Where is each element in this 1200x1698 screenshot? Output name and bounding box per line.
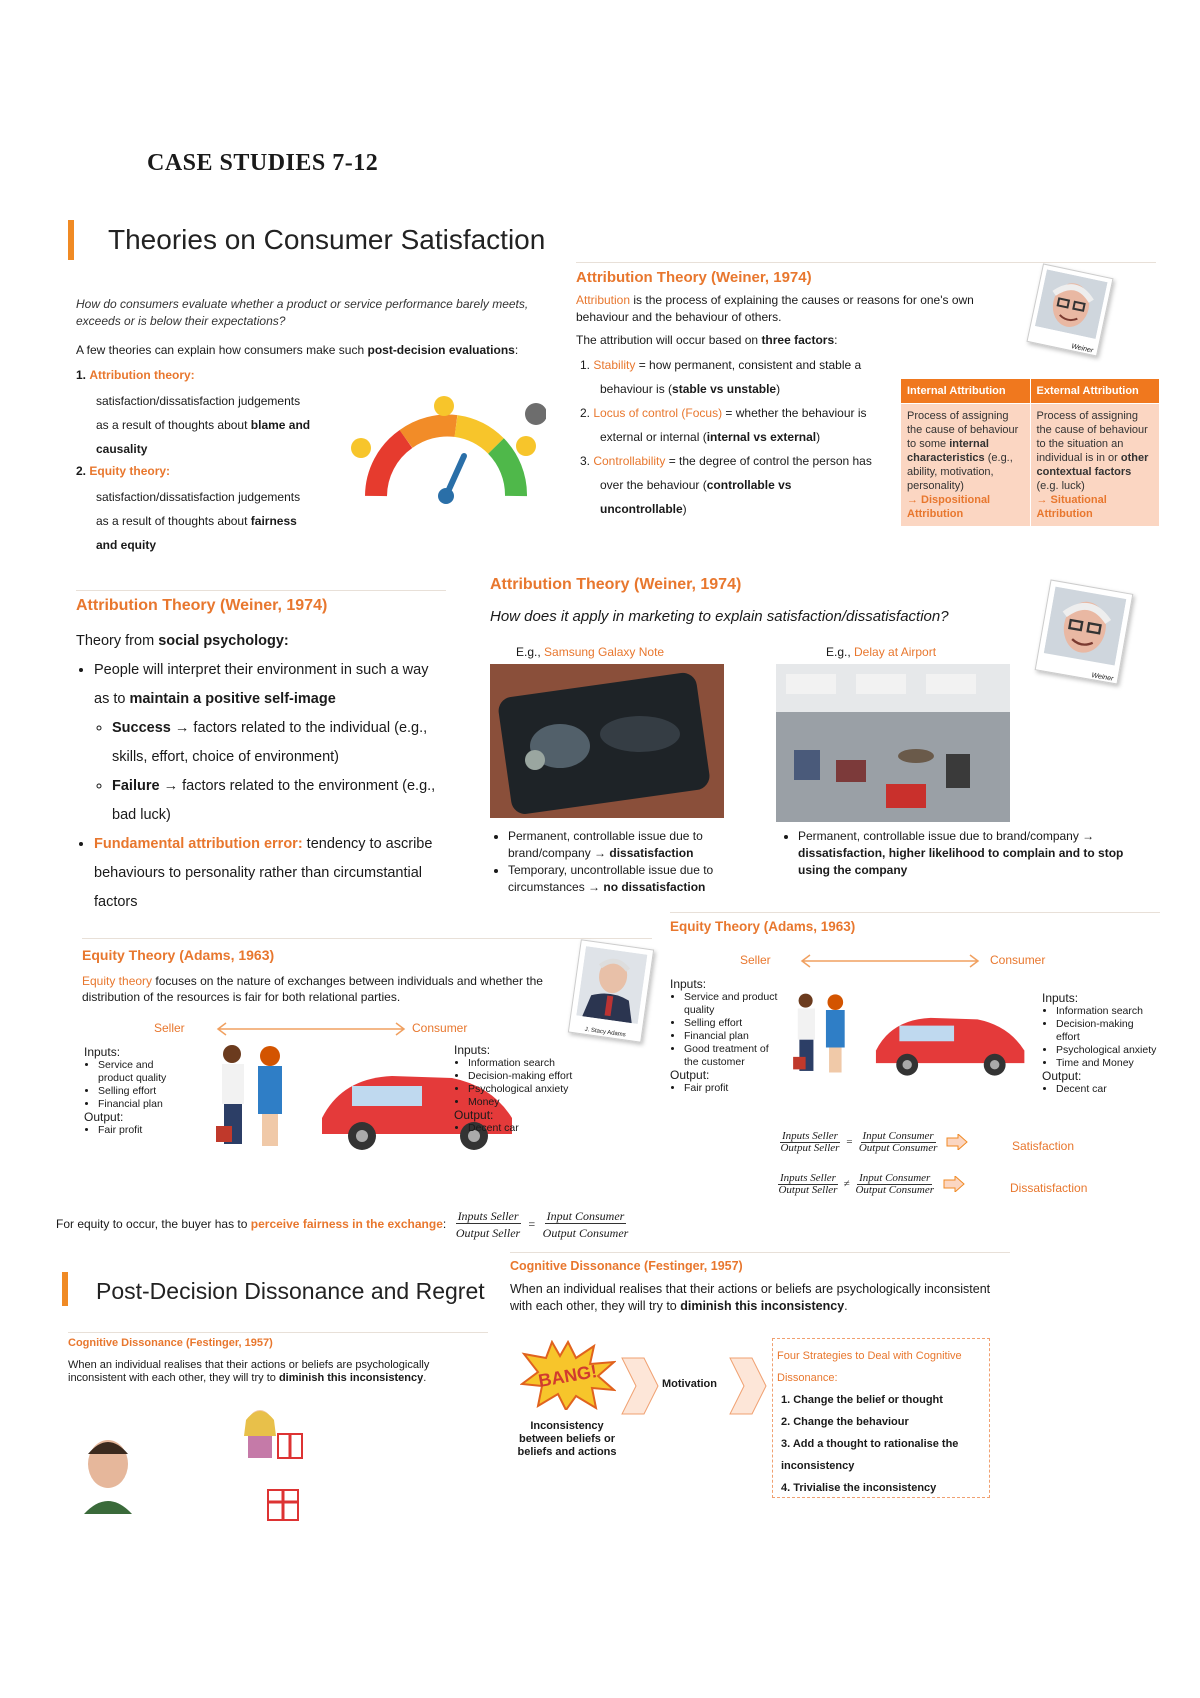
attribution-factors-intro: The attribution will occur based on three factors:	[576, 333, 838, 347]
bang-text: BANG!	[536, 1361, 599, 1392]
attribution-definition: Attribution is the process of explaining the causes or reasons for one's own behaviour and the behaviour of others.	[576, 293, 974, 324]
theory-item-1: 1. Attribution theory: satisfaction/dissatisfaction judgements as a result of thoughts about blame and causality	[76, 368, 311, 456]
slide-attribution-psychology	[76, 590, 446, 920]
section-bar	[68, 220, 74, 260]
slide-title: Equity Theory (Adams, 1963)	[670, 919, 856, 934]
table-cell-external: Process of assigning the cause of behaviour to the situation an individual is in or other contextual factors (e.g. luck) → Situational Attribution	[1030, 404, 1160, 527]
satisfaction-gauge-illustration	[346, 396, 546, 516]
exchange-arrow	[800, 954, 980, 968]
flow-arrow	[728, 1356, 768, 1416]
motivation-label: Motivation	[662, 1378, 717, 1390]
samsung-bullets: • Permanent, controllable issue due to brand/company → dissatisfaction • Temporary, uncontrollable issue due to circumstances → no dissatisfaction	[490, 828, 778, 896]
characters-gift-illustration	[78, 1404, 378, 1524]
strategy-item: 1. Change the belief or thought	[781, 1394, 943, 1406]
list-item: • Psychological anxiety	[1056, 1044, 1160, 1057]
exchange-arrow	[216, 1022, 406, 1036]
table-header-internal: Internal Attribution	[901, 379, 1031, 404]
airport-delay-image	[776, 664, 1010, 822]
flow-arrow	[620, 1356, 660, 1416]
section-bar	[62, 1272, 68, 1306]
list-item: • Service and product quality	[98, 1059, 184, 1085]
photo-caption: Weiner	[1090, 672, 1114, 683]
consumer-inputs-outputs: Inputs: • Information search • Decision-making effort • Psychological anxiety • Money Output: • Decent car	[454, 1044, 574, 1135]
seller-label: Seller	[154, 1021, 185, 1035]
strategy-item: 3. Add a thought to rationalise the inconsistency	[781, 1438, 959, 1472]
section-title-dissonance: Post-Decision Dissonance and Regret	[96, 1278, 485, 1304]
list-item: • Money	[468, 1096, 574, 1109]
slide-title: Cognitive Dissonance (Festinger, 1957)	[68, 1337, 273, 1349]
adams-photo	[568, 939, 654, 1042]
result-satisfaction: Satisfaction	[1012, 1139, 1075, 1153]
strategy-item: 2. Change the behaviour	[781, 1416, 909, 1428]
photo-caption: Weiner	[1070, 343, 1094, 355]
table-header-external: External Attribution	[1030, 379, 1160, 404]
strategies-title: Four Strategies to Deal with Cognitive Dissonance:	[777, 1350, 962, 1384]
attribution-factor-list: 1. Stability = how permanent, consistent and stable a behaviour is (stable vs unstable) 2. Locus of control (Focus) = whether the behaviour is external or internal (internal vs external) 3. Controllability = the degree of control the person has over the behaviour (controllable vs uncontrollable)	[580, 358, 872, 516]
consumer-inputs-outputs: Inputs: • Information search • Decision-making effort • Psychological anxiety • Time and Money Output: • Decent car	[1042, 992, 1160, 1096]
section-title-satisfaction: Theories on Consumer Satisfaction	[108, 224, 546, 255]
list-item: • Psychological anxiety	[468, 1083, 574, 1096]
slide-cognitive-dissonance-left	[68, 1332, 488, 1532]
result-dissatisfaction: Dissatisfaction	[1010, 1181, 1088, 1195]
slide-title: Equity Theory (Adams, 1963)	[82, 947, 275, 963]
list-item: • Fair profit	[98, 1124, 184, 1137]
slide-title: Cognitive Dissonance (Festinger, 1957)	[510, 1259, 743, 1273]
slide-title: Attribution Theory (Weiner, 1974)	[76, 597, 328, 614]
slide-title: Attribution Theory (Weiner, 1974)	[490, 576, 742, 593]
list-item: • Financial plan	[684, 1030, 780, 1043]
example-airport-label: E.g., Delay at Airport	[826, 645, 937, 659]
seller-inputs-outputs: Inputs: • Service and product quality • Selling effort • Financial plan Output: • Fair profit	[84, 1046, 184, 1137]
airport-bullets: • Permanent, controllable issue due to brand/company → dissatisfaction, higher likelihood to complain and to stop using the company	[780, 828, 1152, 879]
equity-equation-satisfaction: $\frac{\text{Inputs Seller}}{\text{Output Seller}} = \frac{\text{Input Consumer}}{\text{Output Consumer}}$	[780, 1130, 968, 1154]
slide-attribution-marketing	[490, 576, 1150, 896]
list-item: • Decent car	[1056, 1083, 1160, 1096]
list-item: • Information search	[1056, 1005, 1160, 1018]
list-item: • Selling effort	[684, 1017, 780, 1030]
photo-caption: J. Stacy Adams	[584, 1026, 627, 1039]
list-item: • Decision-making effort	[1056, 1018, 1160, 1044]
list-item: • Fair profit	[684, 1082, 780, 1095]
marketing-question: How does it apply in marketing to explain satisfaction/dissatisfaction?	[490, 608, 949, 625]
theory-item-2: 2. Equity theory: satisfaction/dissatisfaction judgements as a result of thoughts about fairness and equity	[76, 464, 301, 552]
list-item: • Service and product quality	[684, 991, 780, 1017]
burnt-phone-image	[490, 664, 724, 818]
list-item: • Good treatment of the customer	[684, 1043, 780, 1069]
list-item: • Decision-making effort	[468, 1070, 574, 1083]
psychology-intro: Theory from social psychology:	[76, 633, 289, 649]
satisfaction-question: How do consumers evaluate whether a product or service performance barely meets, exceeds or is below their expectations?	[76, 297, 529, 328]
consumer-label: Consumer	[412, 1021, 468, 1035]
slide-satisfaction-overview	[76, 296, 576, 556]
list-item: • Selling effort	[98, 1085, 184, 1098]
strategies-box	[772, 1338, 990, 1498]
bang-burst-icon	[520, 1340, 616, 1410]
inconsistency-label: Inconsistency between beliefs or beliefs and actions	[517, 1420, 617, 1458]
psychology-bullets: • People will interpret their environment in such a way as to maintain a positive self-image ◦ Success → factors related to the individual (e.g., skills, effort, choice of environment) ◦ Failure → factors related to the environment (e.g., bad luck) • Fundamental attribution error: tendency to ascribe behaviours to personality rather than circumstantial factors	[76, 656, 436, 917]
list-item: • Information search	[468, 1057, 574, 1070]
consumer-label: Consumer	[990, 953, 1046, 967]
dissonance-definition: When an individual realises that their actions or beliefs are psychologically inconsistent with each other, they will try to diminish this inconsistency.	[510, 1282, 991, 1313]
list-item: • Decent car	[468, 1122, 574, 1135]
attribution-table	[900, 378, 1160, 527]
list-item: • Financial plan	[98, 1098, 184, 1111]
example-samsung-label: E.g., Samsung Galaxy Note	[516, 645, 665, 659]
table-cell-internal: Process of assigning the cause of behaviour to some internal characteristics (e.g., ability, motivation, personality) → Dispositional Attribution	[901, 404, 1031, 527]
dissonance-definition: When an individual realises that their actions or beliefs are psychologically inconsistent with each other, they will try to diminish this inconsistency.	[68, 1359, 430, 1384]
satisfaction-intro: A few theories can explain how consumers make such post-decision evaluations:	[76, 343, 519, 357]
equity-definition: Equity theory focuses on the nature of exchanges between individuals and whether the distribution of the resources is fair for both relational parties.	[82, 974, 543, 1004]
slide-equity-left	[82, 938, 682, 1168]
page-title: CASE STUDIES 7-12	[147, 150, 379, 176]
slide-attribution-definition	[576, 262, 1156, 542]
list-item: • Time and Money	[1056, 1057, 1160, 1070]
slide-equity-right	[670, 912, 1160, 1222]
car-sale-illustration	[790, 980, 1040, 1090]
slide-title: Attribution Theory (Weiner, 1974)	[576, 269, 812, 286]
slide-cognitive-dissonance-right	[510, 1252, 1150, 1522]
fairness-statement: For equity to occur, the buyer has to perceive fairness in the exchange: $\frac{\text{Inputs Seller}}{\text{Output Seller}} = \frac{\text{Input Consumer}}{\text{Output Consumer}}$	[56, 1209, 629, 1240]
strategy-item: 4. Trivialise the inconsistency	[781, 1482, 937, 1494]
equity-equation-dissatisfaction: $\frac{\text{Inputs Seller}}{\text{Output Seller}} \ne \frac{\text{Input Consumer}}{\text{Output Consumer}}$	[778, 1172, 965, 1196]
weiner-photo	[1035, 579, 1134, 684]
seller-inputs-outputs: Inputs: • Service and product quality • Selling effort • Financial plan • Good treatment of the customer Output: • Fair profit	[670, 978, 780, 1095]
seller-label: Seller	[740, 953, 771, 967]
